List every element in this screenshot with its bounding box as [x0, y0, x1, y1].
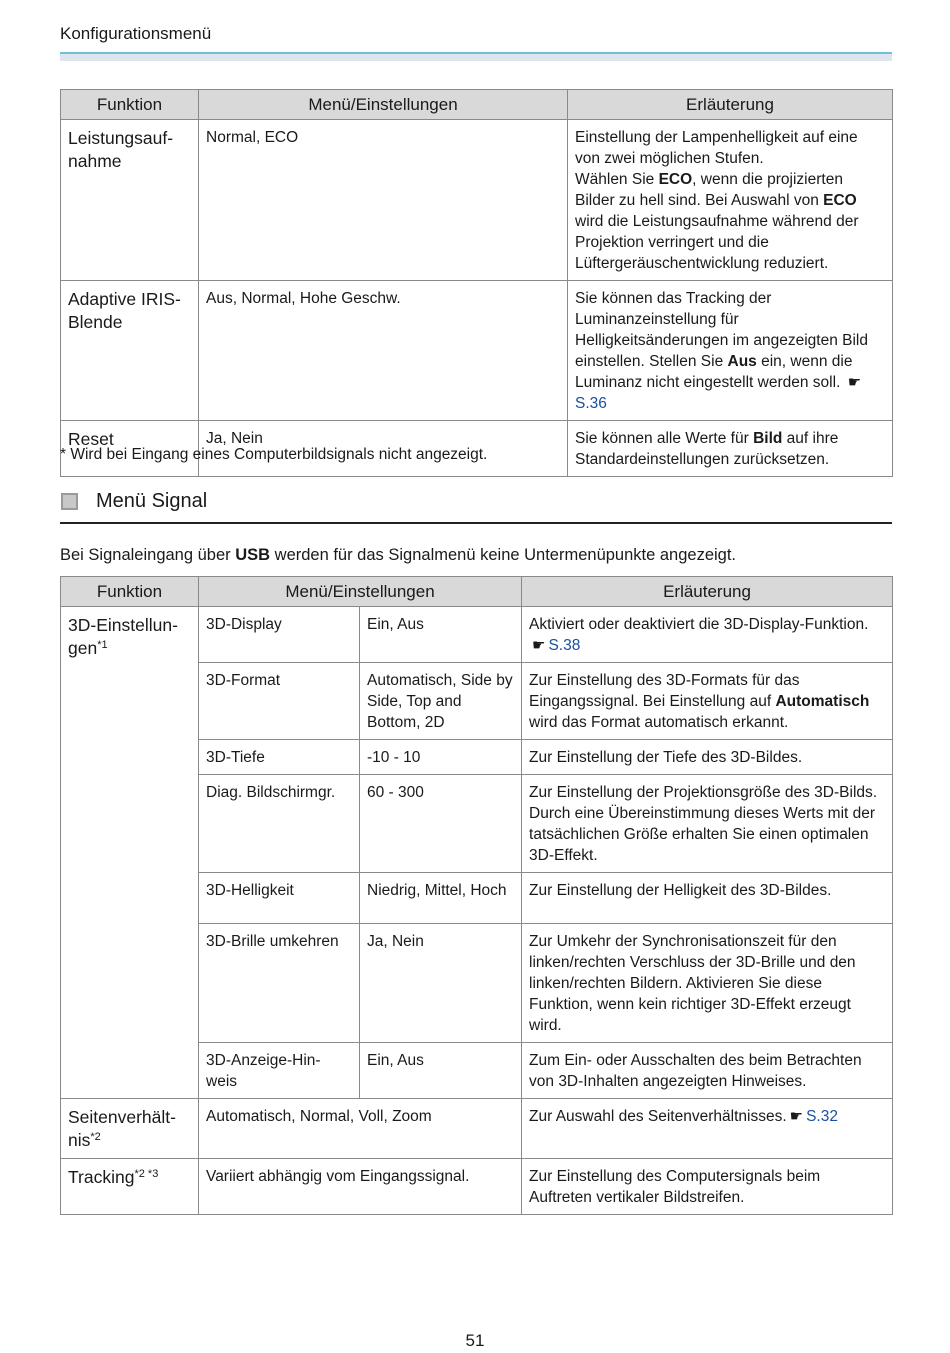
table-row	[61, 120, 893, 281]
value-cell: Ja, Nein	[360, 924, 522, 1043]
value-cell: Automatisch, Side by Side, Top and Bottom, 2D	[360, 663, 522, 740]
column-header: Menü/Einstellungen	[199, 577, 522, 607]
settings-cell: Normal, ECO	[199, 120, 568, 281]
pointing-hand-icon: ☛	[532, 637, 546, 654]
description-text: auf ihre Standardeinstellungen zurücksetzen.	[575, 430, 839, 468]
emphasis-text: Aus	[727, 353, 757, 370]
column-header: Erläuterung	[568, 90, 893, 120]
settings-cell: Ja, Nein	[199, 421, 568, 477]
section-intro	[60, 546, 736, 565]
column-header: Menü/Einstellungen	[199, 90, 568, 120]
value-cell: Niedrig, Mittel, Hoch	[360, 873, 522, 924]
intro-text: Bei Signaleingang über	[60, 546, 236, 564]
description-text: , wenn die projizierten Bilder zu hell sind. Bei Auswahl von	[575, 171, 843, 209]
table-row	[61, 1159, 893, 1215]
column-header: Funktion	[61, 577, 199, 607]
table-row	[61, 1099, 893, 1159]
description-cell: Zur Einstellung des Computersignals beim Auftreten vertikaler Bildstreifen.	[522, 1159, 893, 1215]
description-cell	[522, 663, 893, 740]
section-rule	[60, 522, 892, 524]
description-cell: Zur Einstellung der Tiefe des 3D-Bildes.	[522, 740, 893, 775]
function-cell	[61, 1099, 199, 1159]
description-cell	[568, 120, 893, 281]
header-rule	[60, 52, 892, 61]
description-text: Wählen Sie	[575, 171, 659, 188]
table-row	[61, 281, 893, 421]
signal-menu-table	[60, 576, 893, 1215]
column-header: Funktion	[61, 90, 199, 120]
emphasis-text: ECO	[658, 171, 693, 188]
description-cell: Zum Ein- oder Ausschalten des beim Betrachten von 3D-Inhalten angezeigten Hinweises.	[522, 1043, 893, 1099]
description-text: wird die Leistungsaufnahme während der Projektion verringert und die Lüftergeräuschentwicklung reduziert.	[575, 213, 859, 272]
item-cell: 3D-Format	[199, 663, 360, 740]
footnote-marker: *2 *3	[134, 1168, 159, 1180]
description-cell: Zur Umkehr der Synchronisationszeit für den linken/rechten Verschluss der 3D-Brille und den linken/rechten Bildern. Aktivieren Sie diese Funktion, wenn kein richtiger 3D-Effekt erzeugt wird.	[522, 924, 893, 1043]
description-text: ein, wenn die Luminanz nicht eingestellt werden soll.	[575, 353, 853, 391]
function-label: Seitenverhält- nis	[68, 1107, 176, 1150]
item-cell: 3D-Display	[199, 607, 360, 663]
settings-cell: Aus, Normal, Hohe Geschw.	[199, 281, 568, 421]
value-cell: 60 - 300	[360, 775, 522, 873]
column-header: Erläuterung	[522, 577, 893, 607]
description-cell: Zur Einstellung der Projektionsgröße des 3D-Bilds. Durch eine Übereinstimmung dieses Werts mit der tatsächlichen Größe erhalten Sie einen optimalen 3D-Effekt.	[522, 775, 893, 873]
item-cell: Diag. Bildschirmgr.	[199, 775, 360, 873]
description-text: Einstellung der Lampenhelligkeit auf eine von zwei möglichen Stufen.	[575, 129, 858, 167]
function-cell: Leistungsauf- nahme	[61, 120, 199, 281]
running-header: Konfigurationsmenü	[60, 24, 212, 43]
table-header-row	[61, 577, 893, 607]
settings-cell: Automatisch, Normal, Voll, Zoom	[199, 1099, 522, 1159]
section-title: Menü Signal	[96, 490, 208, 512]
function-cell	[61, 607, 199, 1099]
description-text: Zur Einstellung des 3D-Formats für das Eingangssignal. Bei Einstellung auf	[529, 672, 800, 710]
picture-settings-table	[60, 89, 893, 477]
function-cell: Reset	[61, 421, 199, 477]
description-cell	[522, 1099, 893, 1159]
table-header-row	[61, 90, 893, 120]
item-cell: 3D-Tiefe	[199, 740, 360, 775]
description-text: Sie können alle Werte für	[575, 430, 754, 447]
description-text: Aktiviert oder deaktiviert die 3D-Display-Funktion.	[529, 616, 869, 633]
intro-text: werden für das Signalmenü keine Untermenüpunkte angezeigt.	[270, 546, 737, 564]
description-text: Zur Auswahl des Seitenverhältnisses.	[529, 1108, 787, 1125]
description-cell	[522, 607, 893, 663]
table-row	[61, 607, 893, 663]
settings-cell: Variiert abhängig vom Eingangssignal.	[199, 1159, 522, 1215]
description-cell	[568, 281, 893, 421]
emphasis-text: Bild	[753, 430, 783, 447]
function-label: 3D-Einstellun- gen	[68, 615, 178, 658]
value-cell: Ein, Aus	[360, 1043, 522, 1099]
item-cell: 3D-Anzeige-Hin- weis	[199, 1043, 360, 1099]
function-cell: Adaptive IRIS- Blende	[61, 281, 199, 421]
description-cell	[568, 421, 893, 477]
value-cell: -10 - 10	[360, 740, 522, 775]
table-footnote: * Wird bei Eingang eines Computerbildsignals nicht angezeigt.	[60, 446, 488, 463]
description-cell: Zur Einstellung der Helligkeit des 3D-Bildes.	[522, 873, 893, 924]
value-cell: Ein, Aus	[360, 607, 522, 663]
function-label: Tracking	[68, 1167, 135, 1187]
function-cell	[61, 1159, 199, 1215]
emphasis-text: ECO	[823, 192, 857, 209]
page-reference-link[interactable]: S.36	[575, 395, 607, 412]
emphasis-text: USB	[235, 546, 271, 564]
page-reference-link[interactable]: S.38	[548, 637, 581, 654]
description-text: wird das Format automatisch erkannt.	[529, 714, 789, 731]
pointing-hand-icon: ☛	[847, 374, 862, 391]
pointing-hand-icon: ☛	[789, 1108, 804, 1125]
emphasis-text: Automatisch	[775, 693, 870, 710]
description-text: Sie können das Tracking der Luminanzeinstellung für Helligkeitsänderungen im angezeigten Bild einstellen. Stellen Sie	[575, 290, 868, 370]
footnote-marker: *2	[90, 1131, 101, 1143]
item-cell: 3D-Helligkeit	[199, 873, 360, 924]
page-reference-link[interactable]: S.32	[806, 1108, 838, 1125]
item-cell: 3D-Brille umkehren	[199, 924, 360, 1043]
footnote-marker: *1	[97, 639, 108, 651]
page-number: 51	[465, 1331, 485, 1350]
square-bullet-icon	[61, 493, 78, 510]
